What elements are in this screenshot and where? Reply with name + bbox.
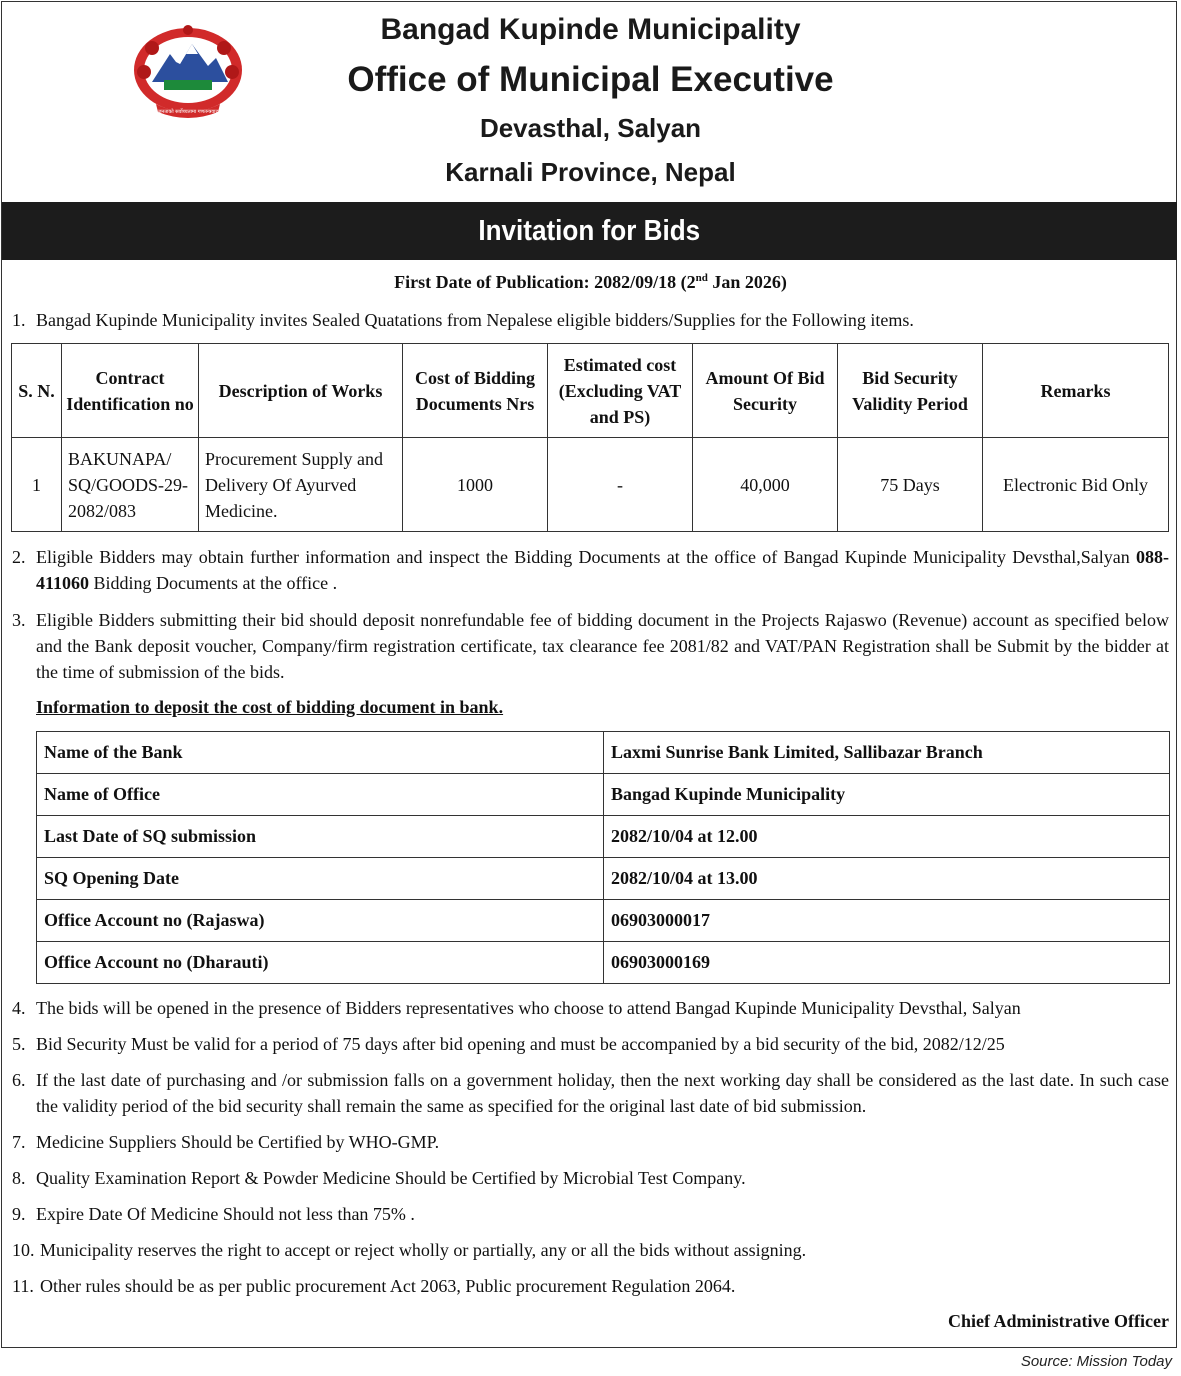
bank-label: Office Account no (Rajaswa) [37,900,604,942]
item-4 [12,995,1169,1021]
item-3 [12,607,1169,685]
bank-value: 2082/10/04 at 12.00 [604,816,1170,858]
item-number: 4. [12,998,26,1018]
cell-estimate: - [548,438,693,532]
col-amount: Amount Of Bid Security [693,344,838,438]
cell-remarks: Electronic Bid Only [983,438,1169,532]
item-5 [12,1031,1169,1057]
item-number: 5. [12,1034,26,1054]
item-text-b: Bidding Documents at the office . [89,573,338,593]
item-number: 11. [12,1276,34,1296]
municipality-name: Bangad Kupinde Municipality [380,13,801,46]
cell-contract: BAKUNAPA/ SQ/GOODS-29-2082/083 [62,438,199,532]
item-text: Quality Examination Report & Powder Medicine Should be Certified by Microbial Test Company. [36,1168,746,1188]
bank-label: SQ Opening Date [37,858,604,900]
bid-items-table [11,343,1169,532]
item-text: If the last date of purchasing and /or submission falls on a government holiday, then the next working day shall be considered as the last date. In such case the validity period of the bid security shall remain the same as specified for the original last date of bid submission. [36,1070,1169,1116]
item-number: 8. [12,1168,26,1188]
publication-date [0,272,1181,293]
office-name: Office of Municipal Executive [347,60,834,99]
item-text: Other rules should be as per public procurement Act 2063, Public procurement Regulation 2064. [40,1276,736,1296]
item-number: 9. [12,1204,26,1224]
item-number: 10. [12,1240,35,1260]
item-11 [12,1273,1169,1299]
source-credit: Source: Mission Today [1020,1353,1172,1370]
col-sn: S. N. [12,344,62,438]
col-description: Description of Works [199,344,403,438]
item-text: Bangad Kupinde Municipality invites Sealed Quatations from Nepalese eligible bidders/Supplies for the Following items. [36,310,914,330]
item-1 [12,307,1169,333]
col-remarks: Remarks [983,344,1169,438]
col-estimate: Estimated cost (Excluding VAT and PS) [548,344,693,438]
cell-amount: 40,000 [693,438,838,532]
bank-label: Name of Office [37,774,604,816]
item-number: 2. [12,547,26,567]
item-number: 7. [12,1132,26,1152]
bank-label: Last Date of SQ submission [37,816,604,858]
col-contract: Contract Identification no [62,344,199,438]
item-number: 3. [12,610,26,630]
signatory: Chief Administrative Officer [948,1311,1169,1331]
table-row [37,774,1170,816]
table-row [37,816,1170,858]
item-8 [12,1165,1169,1191]
table-row [12,438,1169,532]
item-10 [12,1237,1169,1263]
bank-label: Name of the Bank [37,732,604,774]
table-row [37,858,1170,900]
pub-suffix: Jan 2026) [707,272,787,292]
col-cost: Cost of Bidding Documents Nrs [403,344,548,438]
table-row [37,942,1170,984]
item-6 [12,1067,1169,1119]
pub-sup: nd [695,272,708,284]
item-text: Eligible Bidders submitting their bid should deposit nonrefundable fee of bidding document in the Projects Rajaswo (Revenue) account as specified below and the Bank deposit voucher, Company/firm registration certificate, tax clearance fee 2081/82 and VAT/PAN Registration shall be Submit by the bidder at the time of submission of the bids. [36,610,1169,682]
item-number: 6. [12,1070,26,1090]
bank-value: 06903000017 [604,900,1170,942]
col-validity: Bid Security Validity Period [838,344,983,438]
emblem-motto: जनताको सर्वोच्चतामा गणतन्त्रवाद [157,109,219,115]
item-7 [12,1129,1169,1155]
title-banner [2,202,1177,260]
item-2 [12,544,1169,596]
item-text: Bid Security Must be valid for a period of 75 days after bid opening and must be accompanied by a bid security of the bid, 2082/12/25 [36,1034,1005,1054]
province-country: Karnali Province, Nepal [445,157,736,187]
cell-description: Procurement Supply and Delivery Of Ayurved Medicine. [199,438,403,532]
item-text: Expire Date Of Medicine Should not less than 75% . [36,1204,415,1224]
table-row [37,732,1170,774]
bank-value: Bangad Kupinde Municipality [604,774,1170,816]
item-text: The bids will be opened in the presence of Bidders representatives who choose to attend Bangad Kupinde Municipality Devsthal, Salyan [36,998,1021,1018]
table-row [37,900,1170,942]
cell-cost: 1000 [403,438,548,532]
bank-value: 2082/10/04 at 13.00 [604,858,1170,900]
bank-value: 06903000169 [604,942,1170,984]
bank-value: Laxmi Sunrise Bank Limited, Sallibazar Branch [604,732,1170,774]
office-phone: 088-411060 [36,547,1169,593]
item-9 [12,1201,1169,1227]
item-text-a: Eligible Bidders may obtain further information and inspect the Bidding Documents at the office of Bangad Kupinde Municipality Devsthal,Salyan [36,547,1136,567]
cell-validity: 75 Days [838,438,983,532]
bank-label: Office Account no (Dharauti) [37,942,604,984]
item-number: 1. [12,310,26,330]
bank-info-heading: Information to deposit the cost of bidding document in bank. [36,697,504,717]
banner-title: Invitation for Bids [478,215,701,247]
pub-prefix: First Date of Publication: 2082/09/18 (2 [394,272,696,292]
cell-sn: 1 [12,438,62,532]
item-text [36,544,1169,596]
bank-info-table [36,731,1170,984]
table-header-row [12,344,1169,438]
office-location: Devasthal, Salyan [479,113,702,143]
item-text: Municipality reserves the right to accept or reject wholly or partially, any or all the bids without assigning. [40,1240,807,1260]
item-text: Medicine Suppliers Should be Certified by WHO-GMP. [36,1132,440,1152]
